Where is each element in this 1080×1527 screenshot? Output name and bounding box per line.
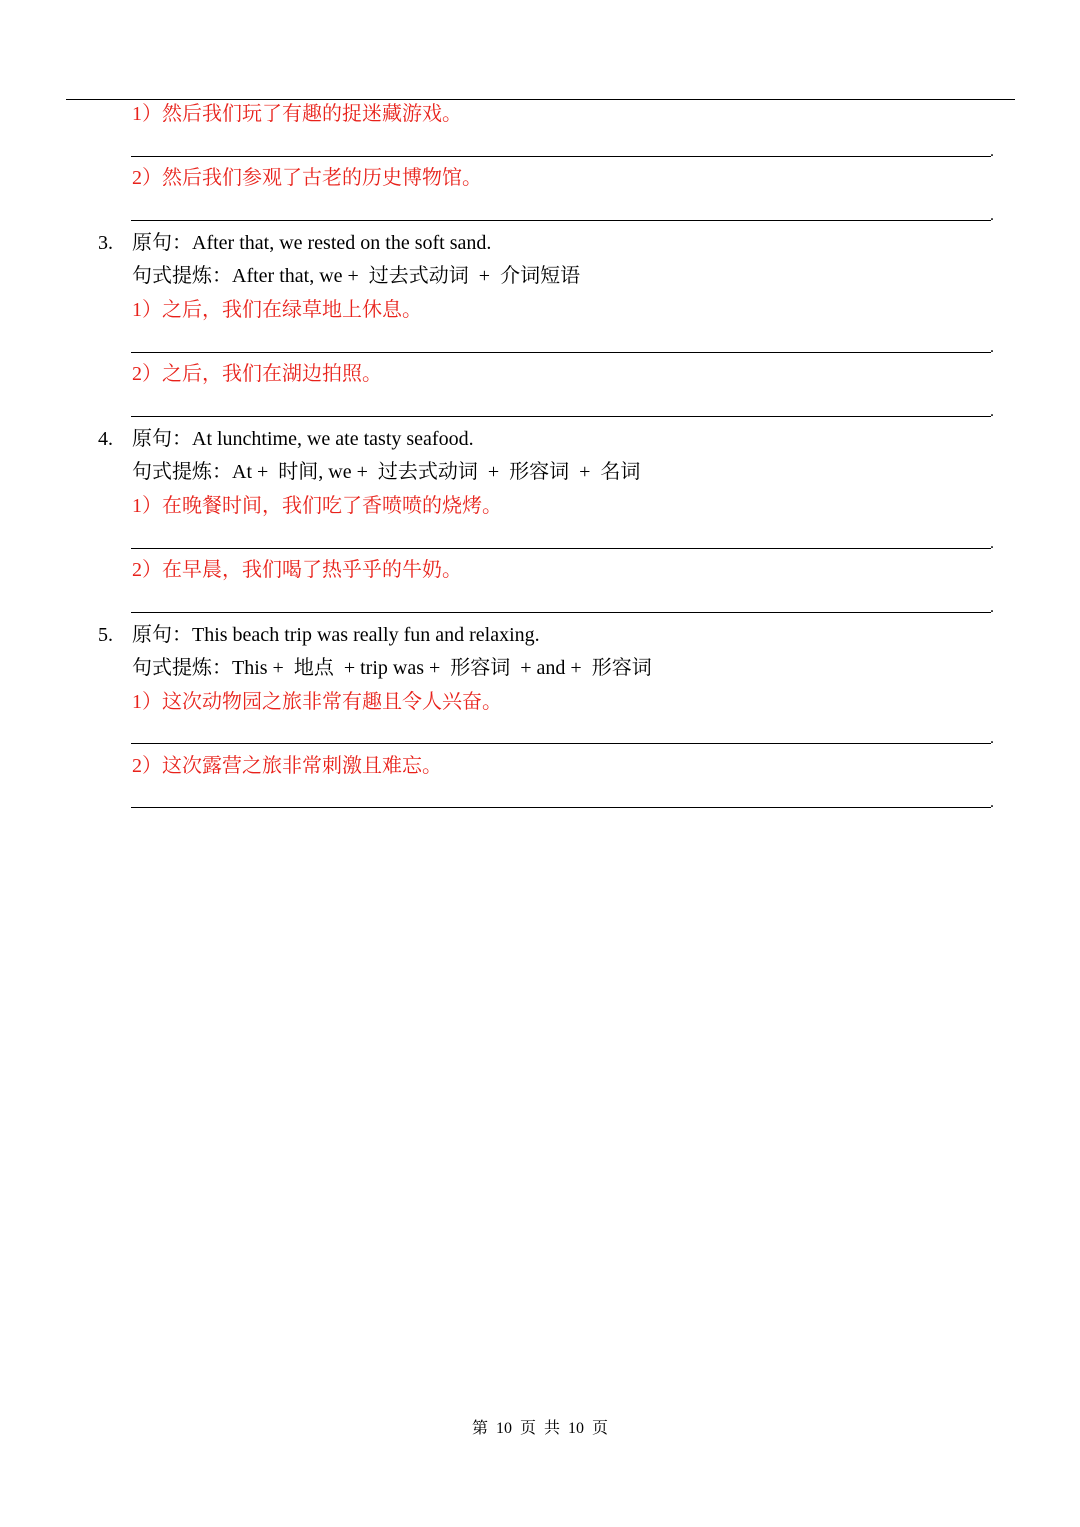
sentence-pattern: 句式提炼：This + 地点 + trip was + 形容词 + and + 形容词 [132, 657, 652, 679]
prompt-text: 1）在晚餐时间，我们吃了香喷喷的烧烤。 [132, 495, 502, 517]
answer-line[interactable] [131, 416, 991, 417]
original-sentence: 原句：At lunchtime, we ate tasty seafood. [132, 428, 474, 450]
original-sentence: 原句：This beach trip was really fun and relaxing. [132, 624, 540, 646]
prompt-text: 2）之后，我们在湖边拍照。 [132, 363, 382, 385]
answer-line[interactable] [131, 156, 991, 157]
line-end-dot: . [990, 730, 994, 747]
original-sentence: 原句：After that, we rested on the soft sand. [132, 232, 492, 254]
page-footer: 第 10 页 共 10 页 [471, 1420, 608, 1437]
answer-line[interactable] [131, 220, 991, 221]
sentence-pattern: 句式提炼：At + 时间, we + 过去式动词 + 形容词 + 名词 [132, 461, 641, 483]
prompt-text: 1）之后，我们在绿草地上休息。 [132, 299, 422, 321]
item-number: 4. [98, 428, 113, 450]
answer-line[interactable] [131, 807, 991, 808]
line-end-dot: . [990, 403, 994, 420]
answer-line[interactable] [131, 612, 991, 613]
answer-line[interactable] [131, 548, 991, 549]
sentence-pattern: 句式提炼：After that, we + 过去式动词 + 介词短语 [132, 265, 581, 287]
prompt-text: 2）然后我们参观了古老的历史博物馆。 [132, 167, 482, 189]
item-number: 3. [98, 232, 113, 254]
line-end-dot: . [990, 599, 994, 616]
answer-line[interactable] [131, 352, 991, 353]
header-rule [66, 99, 1015, 100]
prompt-text: 1）这次动物园之旅非常有趣且令人兴奋。 [132, 691, 502, 713]
prompt-text: 2）这次露营之旅非常刺激且难忘。 [132, 755, 442, 777]
line-end-dot: . [990, 143, 994, 160]
line-end-dot: . [990, 794, 994, 811]
item-number: 5. [98, 624, 113, 646]
line-end-dot: . [990, 207, 994, 224]
prompt-text: 1）然后我们玩了有趣的捉迷藏游戏。 [132, 103, 462, 125]
answer-line[interactable] [131, 743, 991, 744]
line-end-dot: . [990, 339, 994, 356]
line-end-dot: . [990, 535, 994, 552]
prompt-text: 2）在早晨，我们喝了热乎乎的牛奶。 [132, 559, 462, 581]
